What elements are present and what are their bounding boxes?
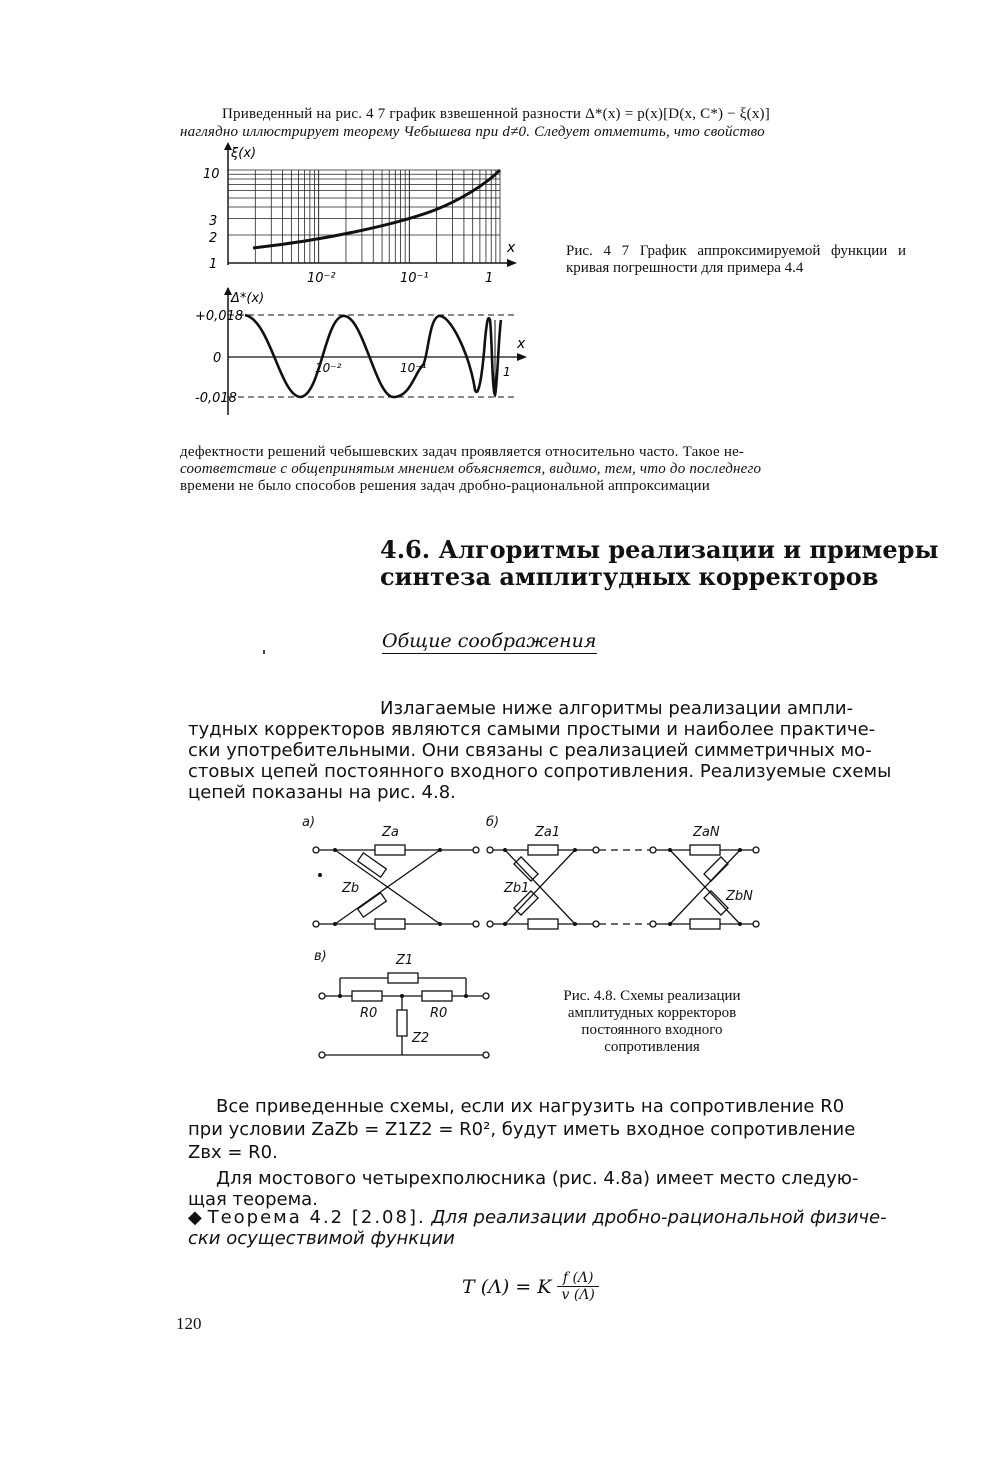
bottom-ytick-min: -0,018 <box>195 391 237 406</box>
intro-line-2: наглядно иллюстрирует теорему Чебышева при d≠0. Следует отметить, что свойство <box>180 124 765 140</box>
intro-line-1: Приведенный на рис. 4 7 график взвешенной разности Δ*(x) = p(x)[D(x, C*) − ξ(x)] <box>222 106 770 122</box>
figure-4-7 <box>195 140 540 420</box>
label-za1: Za1 <box>535 825 561 840</box>
para1-line-2: тудных корректоров являются самыми простыми и наиболее практиче- <box>188 719 876 740</box>
bottom-chart-ylabel: Δ*(x) <box>231 291 265 306</box>
bottom-ytick-zero: 0 <box>213 351 222 366</box>
para1-line-1: Излагаемые ниже алгоритмы реализации ампли- <box>380 698 854 719</box>
circuit-v <box>319 973 489 1058</box>
page-number: 120 <box>176 1314 202 1333</box>
top-ytick-3: 3 <box>209 214 218 229</box>
label-zan: ZaN <box>693 825 720 840</box>
top-ytick-1: 1 <box>209 257 218 272</box>
para2-line-2: при условии ZaZb = Z1Z2 = R0², будут иметь входное сопротивление <box>188 1119 856 1140</box>
top-xtick-1: 10⁻² <box>307 271 336 286</box>
error-curve <box>245 315 501 397</box>
formula-denominator: v (Λ) <box>561 1287 595 1303</box>
theorem-bullet: ◆ <box>188 1207 208 1228</box>
formula-lhs: T (Λ) = K <box>462 1275 552 1298</box>
para1-line-3: ски употребительными. Они связаны с реализацией симметричных мо- <box>188 740 872 761</box>
figure-4-7-caption: Рис. 4 7 График аппроксимируемой функции и кривая погрешности для примера 4.4 <box>566 243 906 276</box>
para-after-fig-line-2: соответствие с общепринятым мнением объясняется, видимо, тем, что до последнего <box>180 461 762 477</box>
formula-numerator: f (Λ) <box>562 1270 594 1286</box>
theorem-line-1 <box>188 1207 887 1228</box>
theorem-line-2: ски осуществимой функции <box>188 1228 455 1249</box>
bottom-ytick-max: +0,018 <box>195 309 244 324</box>
bottom-xtick-3: 1 <box>503 365 511 379</box>
label-r0-right: R0 <box>430 1006 448 1021</box>
label-b: б) <box>486 815 500 830</box>
bottom-chart <box>195 287 527 415</box>
top-ytick-10: 10 <box>203 167 220 182</box>
section-title-line-2: синтеза амплитудных корректоров <box>380 562 879 591</box>
para2-line-1: Все приведенные схемы, если их нагрузить на сопротивление R0 <box>216 1096 845 1117</box>
theorem-label: Теорема 4.2 [2.08]. <box>207 1207 426 1228</box>
para2-line-3: Zвх = R0. <box>188 1142 278 1163</box>
section-title-line-1: 4.6. Алгоритмы реализации и примеры <box>380 535 939 564</box>
label-z2: Z2 <box>412 1031 430 1046</box>
bottom-chart-xlabel: x <box>517 336 526 352</box>
bottom-xtick-2: 10⁻¹ <box>400 361 427 375</box>
label-za: Za <box>382 825 399 840</box>
top-chart <box>203 142 517 286</box>
label-zb1: Zb1 <box>504 881 530 896</box>
label-a: a) <box>302 815 316 830</box>
label-r0-left: R0 <box>360 1006 378 1021</box>
para1-line-5: цепей показаны на рис. 4.8. <box>188 782 456 803</box>
top-chart-curve <box>253 170 500 248</box>
para3-line-1: Для мостового четырехполюсника (рис. 4.8а) имеет место следую- <box>216 1168 859 1189</box>
top-chart-xlabel: x <box>507 240 516 256</box>
circuit-a <box>313 845 479 929</box>
formula-fraction <box>557 1270 598 1303</box>
speck <box>263 650 265 654</box>
top-xtick-2: 10⁻¹ <box>400 271 429 286</box>
para-after-fig-line-3: времени не было способов решения задач дробно-рациональной аппроксимации <box>180 478 710 494</box>
figure-4-8-caption: Рис. 4.8. Схемы реализации амплитудных корректоров постоянного входного сопротивления <box>563 988 741 1055</box>
label-zb: Zb <box>342 881 360 896</box>
top-chart-ylabel: ξ(x) <box>231 146 257 161</box>
label-z1: Z1 <box>396 953 414 968</box>
formula <box>462 1270 599 1303</box>
bottom-xtick-1: 10⁻² <box>315 361 342 375</box>
theorem-text-1: Для реализации дробно-рациональной физиче- <box>431 1207 887 1228</box>
subsection-title: Общие соображения <box>382 630 597 652</box>
para3-line-2: щая теорема. <box>188 1189 318 1210</box>
label-zbn: ZbN <box>726 889 753 904</box>
para-after-fig-line-1: дефектности решений чебышевских задач проявляется относительно часто. Такое не- <box>180 444 745 460</box>
para1-line-4: стовых цепей постоянного входного сопротивления. Реализуемые схемы <box>188 761 892 782</box>
top-xtick-3: 1 <box>485 271 494 286</box>
label-v: в) <box>314 949 327 964</box>
top-ytick-2: 2 <box>209 231 218 246</box>
